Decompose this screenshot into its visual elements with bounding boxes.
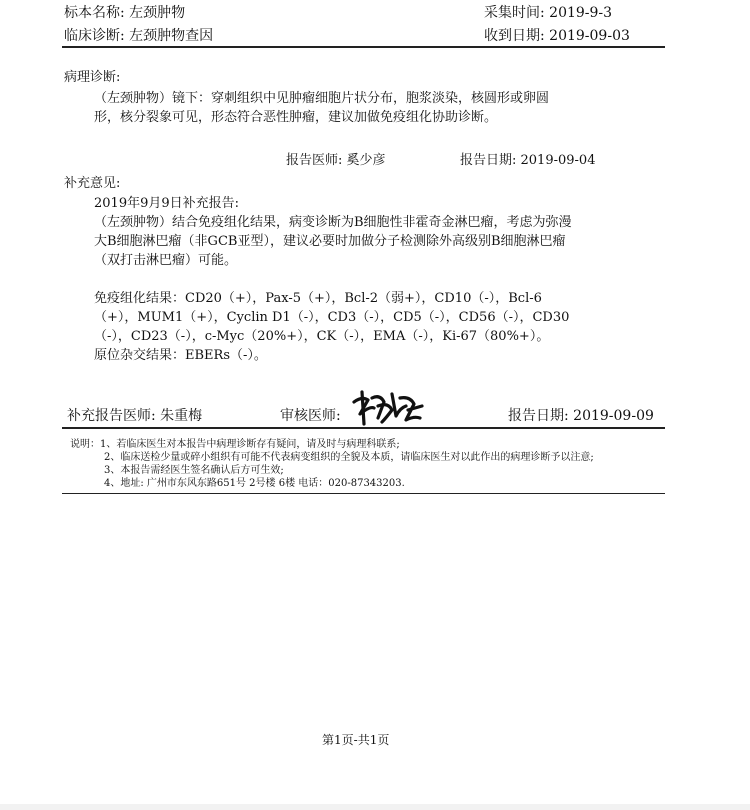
collection-time: 采集时间: 2019-9-3 xyxy=(484,5,613,21)
note-2: 2、临床送检少量或碎小组织有可能不代表病变组织的全貌及本质，请临床医生对以此作出的病理诊断予以注意; xyxy=(104,452,594,463)
reviewer-signature xyxy=(348,388,428,430)
supplement-date-line: 2019年9月9日补充报告: xyxy=(94,196,240,211)
diagnosis-doctor: 报告医师: 奚少彦 xyxy=(286,153,386,168)
supplement-line-1: （左颈肿物）结合免疫组化结果，病变诊断为B细胞性非霍奇金淋巴瘤，考虑为弥漫 xyxy=(94,215,572,230)
ihc-line-1: 免疫组化结果：CD20（+），Pax-5（+），Bcl-2（弱+），CD10（-），Bcl-6 xyxy=(94,291,542,306)
ihc-line-2: （+），MUM1（+），Cyclin D1（-），CD3（-），CD5（-），CD56（-），CD30 xyxy=(94,310,570,325)
note-1: 说明：1、若临床医生对本报告中病理诊断存有疑问，请及时与病理科联系; xyxy=(70,439,400,450)
clinical-diagnosis: 临床诊断: 左颈肿物查因 xyxy=(64,28,214,44)
ihc-line-3: （-），CD23（-），c-Myc（20%+），CK（-），EMA（-），Ki-67（80%+）。 xyxy=(94,329,550,344)
ish-result: 原位杂交结果：EBERs（-）。 xyxy=(94,348,267,363)
note-4: 4、地址: 广州市东风东路651号 2号楼 6楼 电话：020-87343203. xyxy=(104,478,405,489)
notes-divider xyxy=(62,493,665,494)
receipt-date: 收到日期: 2019-09-03 xyxy=(484,28,630,44)
supplement-doctor: 补充报告医师: 朱重梅 xyxy=(67,408,203,424)
diagnosis-heading: 病理诊断: xyxy=(64,70,121,85)
signoff-divider xyxy=(62,427,665,429)
specimen-name: 标本名称: 左颈肿物 xyxy=(64,5,186,21)
supplement-heading: 补充意见: xyxy=(64,176,121,191)
note-3: 3、本报告需经医生签名确认后方可生效; xyxy=(104,465,284,476)
page-number: 第1页-共1页 xyxy=(322,733,390,747)
reviewer-label: 审核医师: xyxy=(280,408,341,424)
page-bottom-edge xyxy=(0,804,750,810)
supplement-line-2: 大B细胞淋巴瘤（非GCB亚型），建议必要时加做分子检测除外高级别B细胞淋巴瘤 xyxy=(94,234,566,249)
header-divider xyxy=(62,46,665,48)
supplement-line-3: （双打击淋巴瘤）可能。 xyxy=(94,253,238,268)
diagnosis-line-1: （左颈肿物）镜下：穿刺组织中见肿瘤细胞片状分布，胞浆淡染，核圆形或卵圆 xyxy=(94,91,550,106)
diagnosis-date: 报告日期: 2019-09-04 xyxy=(460,153,596,168)
diagnosis-line-2: 形，核分裂象可见，形态符合恶性肿瘤，建议加做免疫组化协助诊断。 xyxy=(94,110,498,125)
supplement-report-date: 报告日期: 2019-09-09 xyxy=(508,408,654,424)
